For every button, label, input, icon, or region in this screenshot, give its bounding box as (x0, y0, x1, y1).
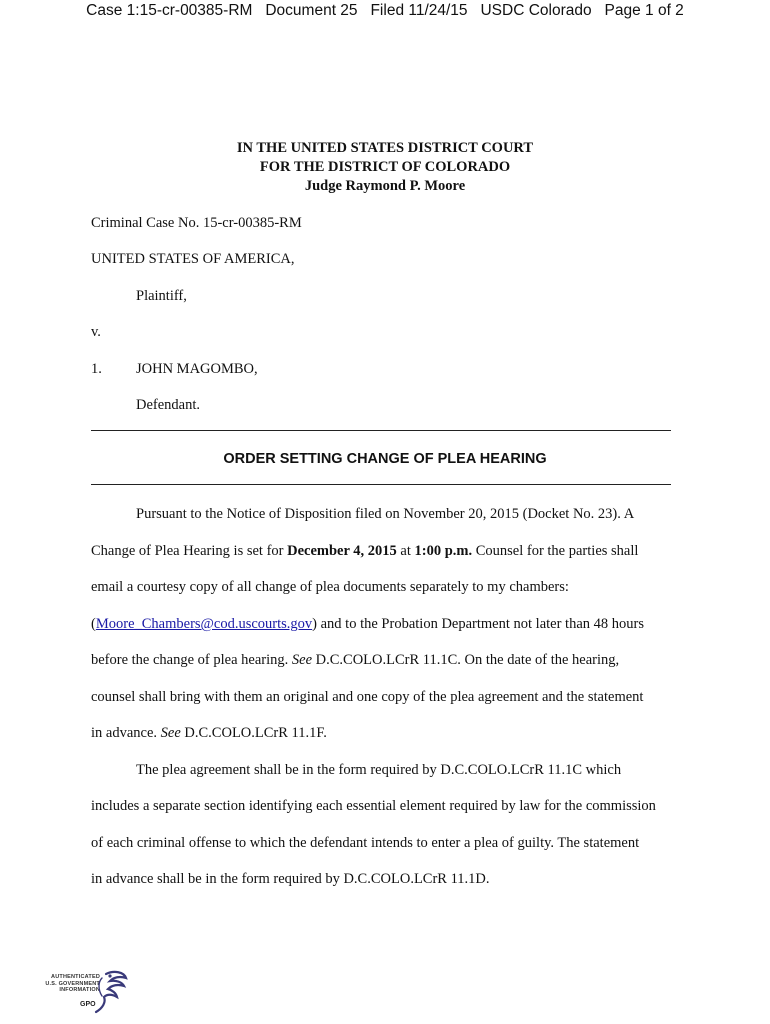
body-text: Counsel for the parties shall (472, 543, 639, 559)
citation-signal: See (291, 652, 313, 668)
body-text: D.C.COLO.LCrR 11.1C. On the date of the hearing, (312, 652, 620, 668)
eagle-icon (40, 968, 132, 1018)
defendant-name: JOHN MAGOMBO, (136, 361, 258, 377)
caption-divider-top (91, 430, 671, 431)
gpo-authentication-seal (40, 968, 132, 1018)
chambers-email-link[interactable]: Moore_Chambers@cod.uscourts.gov (95, 616, 313, 632)
court-name-line1: IN THE UNITED STATES DISTRICT COURT (236, 140, 534, 156)
body-text: Change of Plea Hearing is set for (91, 543, 288, 559)
seal-gpo-text: GPO (80, 1001, 96, 1008)
body-paragraph-1-line-7 (91, 725, 327, 742)
body-paragraph-2-line-3: of each criminal offense to which the defendant intends to enter a plea of guilty. The statement (91, 835, 640, 851)
filing-header-stamp: Case 1:15-cr-00385-RM Document 25 Filed 11/24/15 USDC Colorado Page 1 of 2 (86, 2, 684, 19)
body-paragraph-1-line-2 (91, 543, 638, 560)
body-paragraph-1-line-4 (91, 616, 644, 633)
plaintiff-name: UNITED STATES OF AMERICA, (91, 251, 295, 267)
versus: v. (91, 324, 101, 340)
body-text: ( (91, 616, 96, 632)
body-paragraph-2-line-1: The plea agreement shall be in the form required by D.C.COLO.LCrR 11.1C which (136, 762, 622, 778)
body-text: D.C.COLO.LCrR 11.1F. (180, 725, 327, 741)
body-paragraph-1-line-5 (91, 652, 619, 669)
body-text: before the change of plea hearing. (91, 652, 292, 668)
hearing-date: December 4, 2015 (287, 543, 397, 559)
body-paragraph-1-line-1: Pursuant to the Notice of Disposition filed on November 20, 2015 (Docket No. 23). A (136, 506, 635, 522)
body-text: in advance. (91, 725, 161, 741)
case-number: Criminal Case No. 15-cr-00385-RM (91, 215, 302, 231)
body-text: at (396, 543, 415, 559)
citation-signal: See (160, 725, 181, 741)
seal-text-line: U.S. GOVERNMENT (45, 980, 100, 987)
body-paragraph-1-line-6: counsel shall bring with them an original and one copy of the plea agreement and the statement (91, 689, 644, 705)
judge-name: Judge Raymond P. Moore (304, 178, 466, 194)
seal-text-line: INFORMATION (59, 987, 100, 993)
body-paragraph-2-line-2: includes a separate section identifying each essential element required by law for the commission (91, 798, 656, 814)
defendant-role: Defendant. (136, 397, 201, 413)
seal-text-line: AUTHENTICATED (51, 974, 100, 980)
body-paragraph-1-line-3: email a courtesy copy of all change of plea documents separately to my chambers: (91, 579, 569, 595)
body-text: ) and to the Probation Department not later than 48 hours (312, 616, 644, 632)
hearing-time: 1:00 p.m. (414, 543, 473, 559)
defendant-number: 1. (91, 361, 102, 377)
plaintiff-role: Plaintiff, (136, 288, 187, 304)
order-title: ORDER SETTING CHANGE OF PLEA HEARING (223, 451, 547, 467)
caption-divider-bottom (91, 484, 671, 485)
body-paragraph-2-line-4: in advance shall be in the form required by D.C.COLO.LCrR 11.1D. (91, 871, 490, 887)
court-name-line2: FOR THE DISTRICT OF COLORADO (259, 159, 511, 175)
